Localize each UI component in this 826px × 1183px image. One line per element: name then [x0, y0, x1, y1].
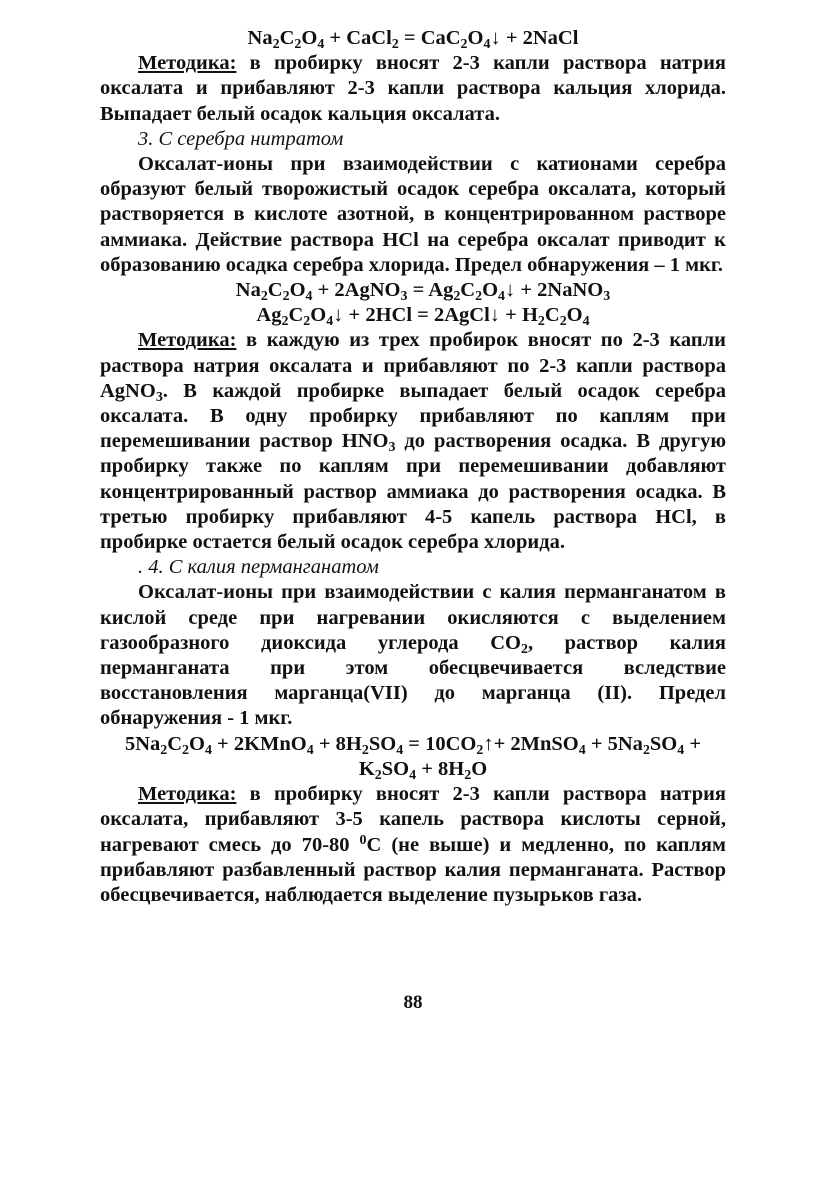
method-paragraph-calcium: [100, 51, 726, 127]
method-text: в пробирку вносят 2-3 капли раствора натрия оксалата и прибавляют 2-3 капли раствора кальция хлорида. Выпадает белый осадок кальция оксалата.: [100, 52, 726, 125]
equation-lhs: $Na_2C_2O_4$ + CaCl$_2$: [247, 27, 399, 52]
section-heading-permanganate: . 4. С калия перманганатом: [138, 556, 379, 579]
method-paragraph-silver: Методика: в каждую из трех пробирок вносят по 2-3 капли раствора натрия оксалата и прибавляют по 2-3 капли раствора AgNO$_3$. В каждой пробирке выпадает белый осадок серебра оксалата. В одну пробирку прибавляют по каплям при перемешивании раствор $HNO_3$ до растворения осадка. В другую пробирку также по каплям при перемешивании добавляют концентрированный раствор аммиака до растворения осадка. В третью пробирку прибавляют 4-5 капель раствора HCl, в пробирке остается белый осадок серебра хлорида.: [100, 329, 726, 554]
equation-silver-nitrate: $Na_2C_2O_4$ + 2AgNO$_3$ = $Ag_2C_2O_4↓$ + 2NaNO$_3$: [235, 279, 611, 304]
method-paragraph-permanganate: Методика: в пробирку вносят 2-3 капли раствора натрия оксалата, прибавляют 3-5 капель раствора кислоты серной, нагревают смесь до 70-80 $^0$C (не выше) и медленно, по каплям прибавляют разбавленный раствор калия перманганата. Раствор обесцвечивается, наблюдается выделение пузырьков газа.: [100, 783, 726, 906]
section-heading-silver-nitrate: 3. С серебра нитратом: [138, 127, 344, 150]
equation-calcium-oxalate: $Na_2C_2O_4$ + CaCl$_2$ = $CaC_2O_4↓$ + 2NaCl: [247, 27, 579, 52]
method-label: Методика:: [138, 329, 237, 352]
method-label: Методика:: [138, 52, 237, 75]
method-label: Методика:: [138, 783, 237, 806]
equation-rhs: $CaC_2O_4↓$ + 2NaCl: [420, 27, 579, 52]
paragraph-silver-oxalate: Оксалат-ионы при взаимодействии с катионами серебра образуют белый творожистый осадок серебра оксалата, который растворяется в кислоте азотной, в концентрированном растворе аммиака. Действие раствора HCl на серебра оксалат приводит к образованию осадка серебра хлорида. Предел обнаружения – 1 мкг.: [100, 153, 726, 276]
paragraph-permanganate: Оксалат-ионы при взаимодействии с калия перманганатом в кислой среде при нагревании окисляются с выделением газообразного диоксида углерода $CO_2$, раствор калия перманганата при этом обесцвечивается вследствие восстановления марганца(VII) до марганца (II). Предел обнаружения - 1 мкг.: [100, 581, 726, 730]
list-dot: .: [138, 556, 149, 579]
equation-permanganate-line-1: $5Na_2C_2O_4$ + 2KMnO$_4$ + $8H_2SO_4$ = $10CO_2↑+$ 2MnSO$_4$ + $5Na_2SO_4$ +: [124, 732, 702, 758]
equation-permanganate-line-2: $K_2SO_4 + 8H_2O$: [358, 757, 488, 783]
equation-silver-chloride: $Ag_2C_2O_4↓ + 2HCl$ = 2AgCl↓ + $H_2C_2O_4$: [256, 304, 590, 330]
page-number: 88: [403, 992, 423, 1013]
